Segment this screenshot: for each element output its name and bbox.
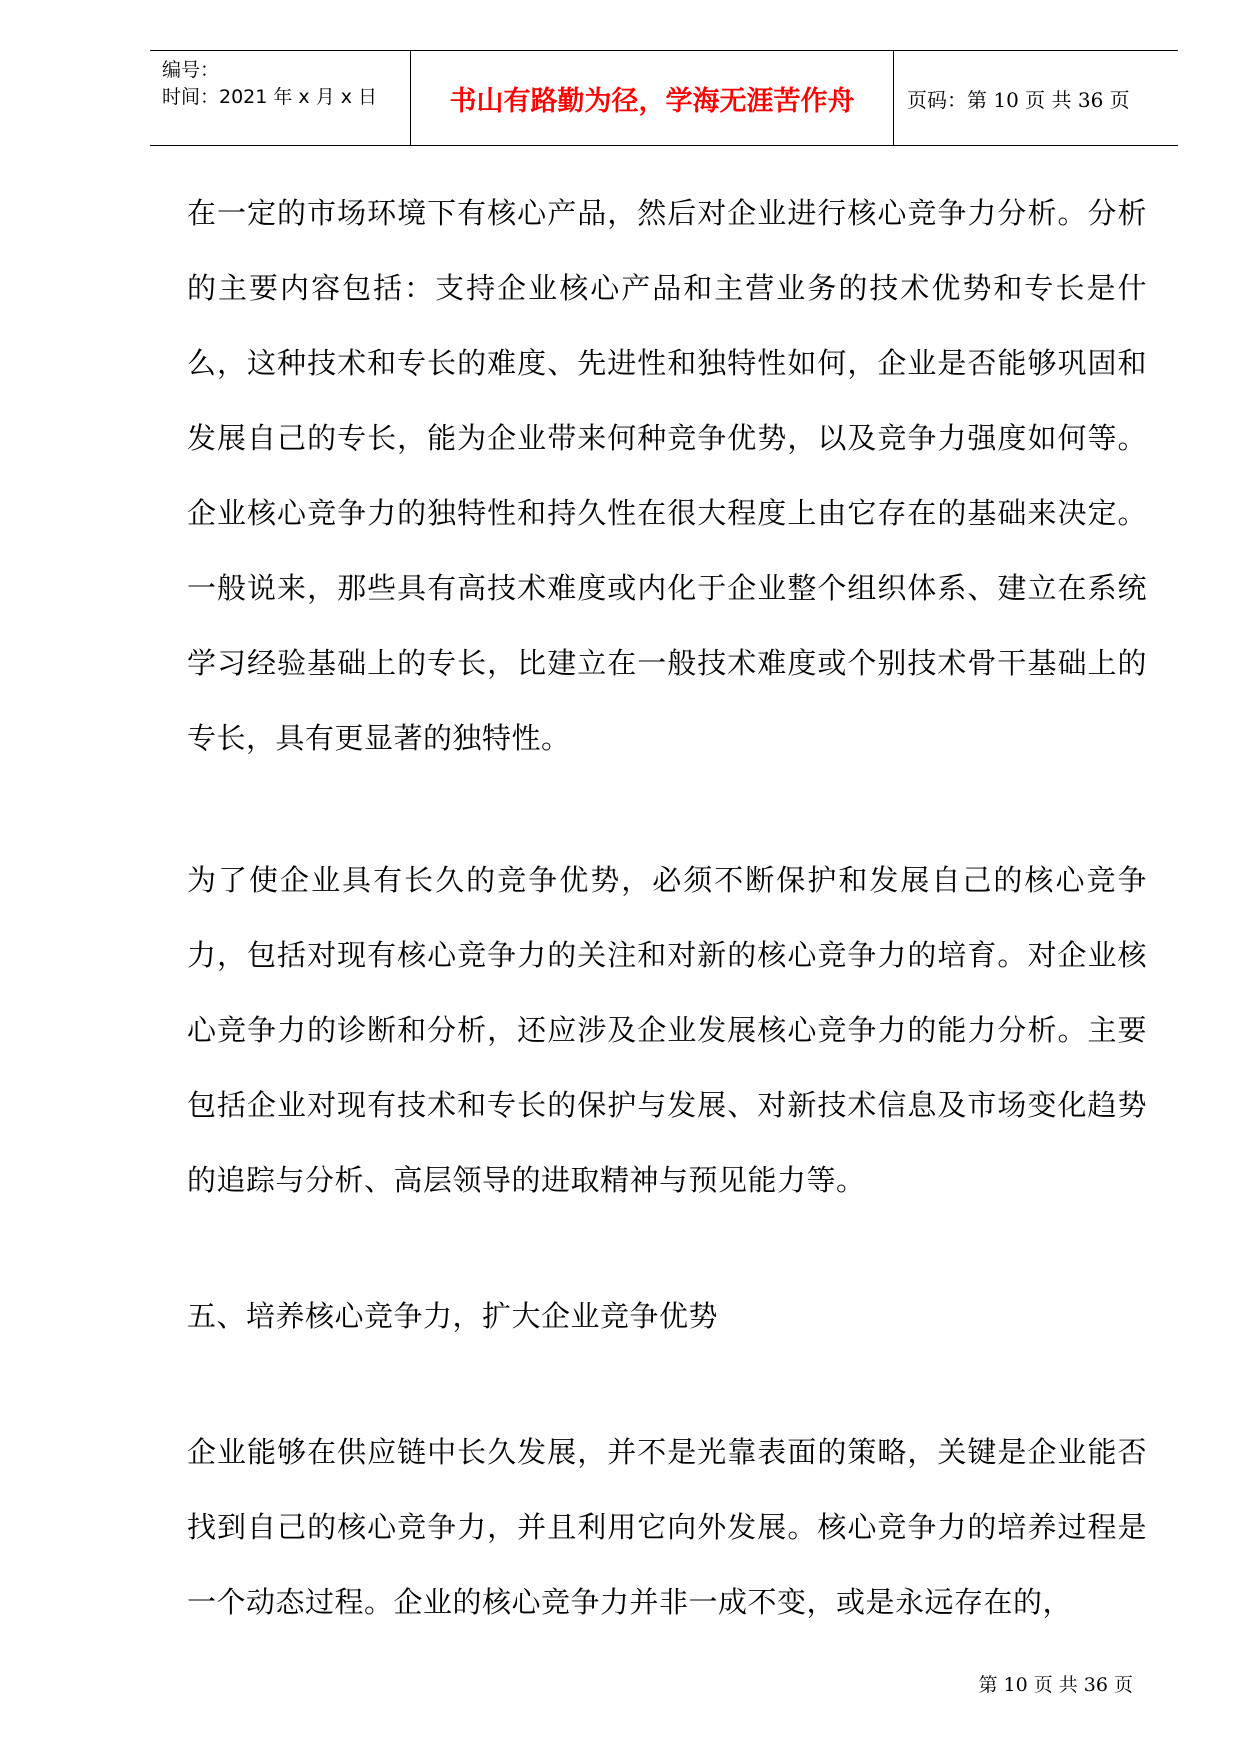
paragraph-protect-develop: 为了使企业具有长久的竞争优势，必须不断保护和发展自己的核心竞争力，包括对现有核心竞争力的关注和对新的核心竞争力的培育。对企业核心竞争力的诊断和分析，还应涉及企业发展核心竞争力的能力分析。主要包括企业对现有技术和专长的保护与发展、对新技术信息及市场变化趋势的追踪与分析、高层领导的进取精神与预见能力等。 bbox=[187, 863, 1147, 1197]
page-header bbox=[150, 50, 1178, 146]
header-page-number: 页码：第 10 页 共 36 页 bbox=[907, 87, 1130, 112]
paragraph-supply-chain: 企业能够在供应链中长久发展，并不是光靠表面的策略，关键是企业能否找到自己的核心竞争力，并且利用它向外发展。核心竞争力的培养过程是一个动态过程。企业的核心竞争力并非一成不变，或是永远存在的， bbox=[187, 1435, 1147, 1619]
paragraph-core-competence-analysis: 在一定的市场环境下有核心产品，然后对企业进行核心竞争力分析。分析的主要内容包括：支持企业核心产品和主营业务的技术优势和专长是什么，这种技术和专长的难度、先进性和独特性如何，企业是否能够巩固和发展自己的专长，能为企业带来何种竞争优势，以及竞争力强度如何等。企业核心竞争力的独特性和持久性在很大程度上由它存在的基础来决定。一般说来，那些具有高技术难度或内化于企业整个组织体系、建立在系统学习经验基础上的专长，比建立在一般技术难度或个别技术骨干基础上的专长，具有更显著的独特性。 bbox=[187, 196, 1147, 755]
document-body bbox=[187, 176, 1147, 1640]
page-footer: 第 10 页 共 36 页 bbox=[978, 1674, 1133, 1696]
header-meta bbox=[162, 57, 377, 111]
header-divider-right bbox=[893, 51, 894, 145]
section-heading-5: 五、培养核心竞争力，扩大企业竞争优势 bbox=[187, 1299, 719, 1333]
serial-number-label: 编号： bbox=[162, 59, 220, 81]
date-label: 时间：2021 年 x 月 x 日 bbox=[162, 86, 378, 108]
paragraph-spacer bbox=[187, 1354, 1147, 1415]
paragraph-spacer bbox=[187, 776, 1147, 843]
header-motto: 书山有路勤为径，学海无涯苦作舟 bbox=[449, 85, 855, 117]
paragraph-spacer bbox=[187, 1218, 1147, 1279]
